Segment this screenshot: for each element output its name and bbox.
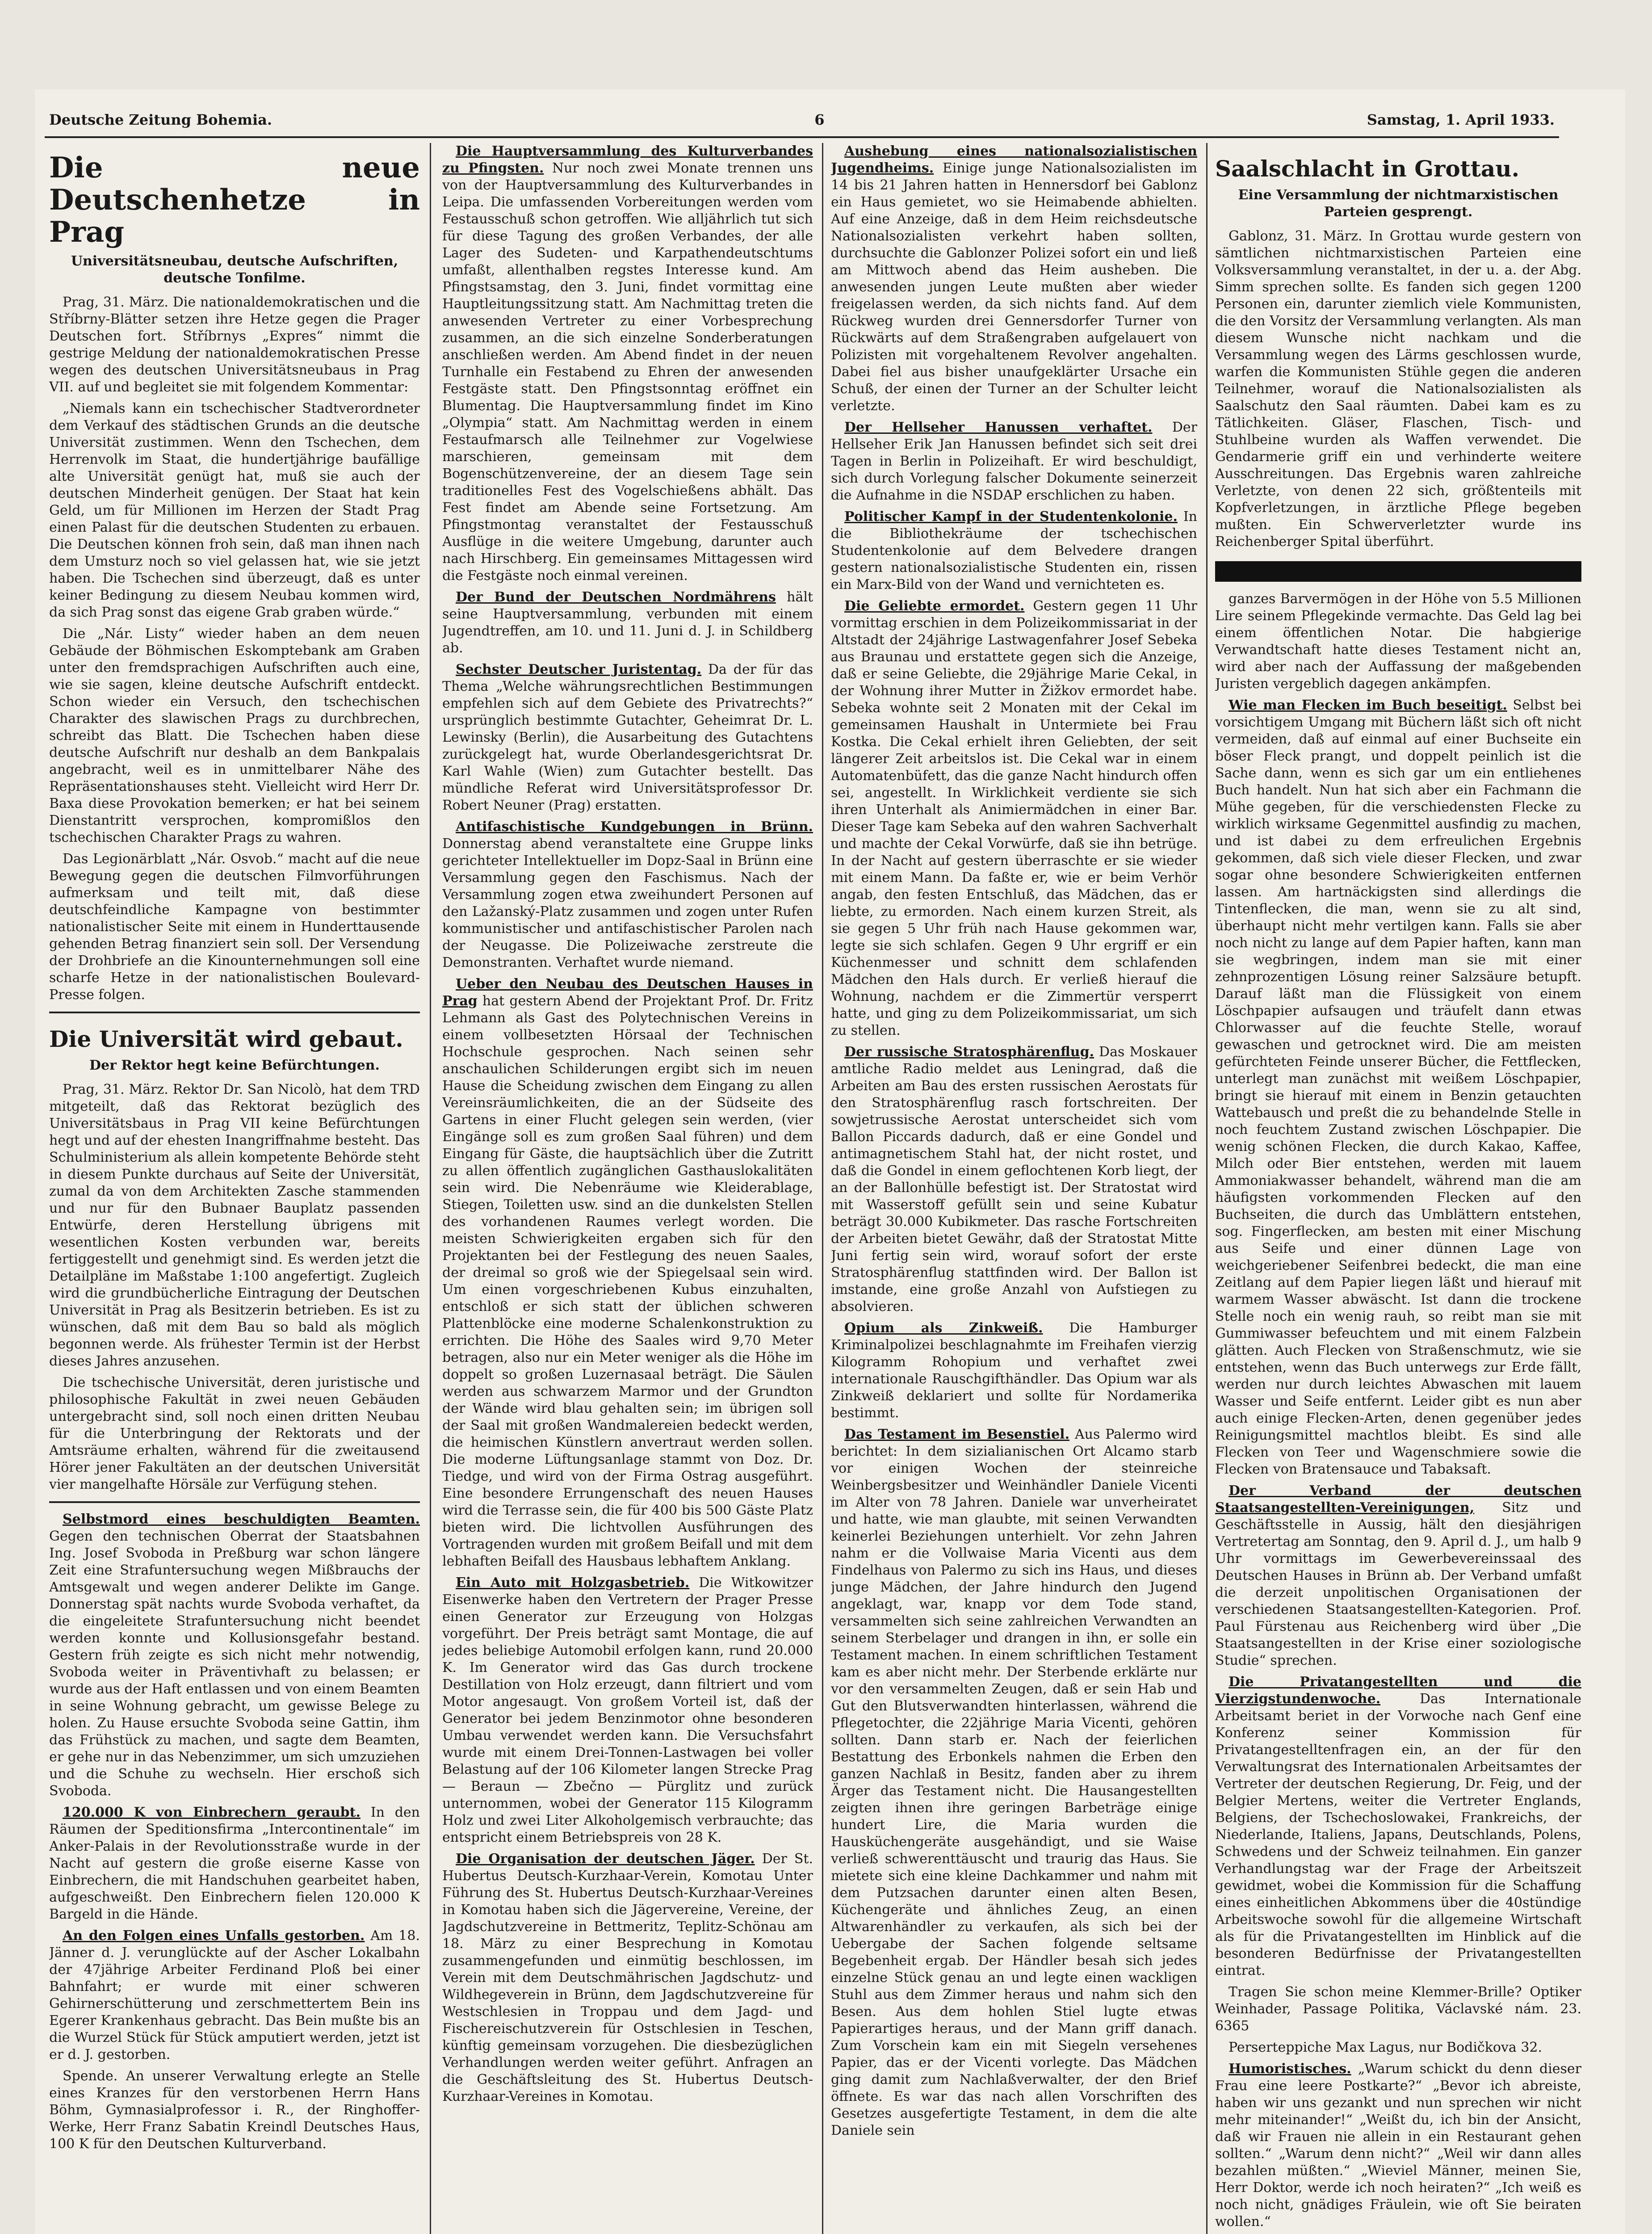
headline-grottau: Saalschlacht in Grottau.: [1215, 155, 1520, 182]
section-rule: [49, 1501, 420, 1503]
news-item-text: Donnerstag abend veranstaltete eine Gruppe links gerichteter Intellektueller im Dopz-Saal in Brünn eine Versammlung gegen den Faschismus. Nach der Versammlung zogen etwa zweihundert Personen auf den Lažanský-Platz zusammen und zogen unter Rufen kommunistischer und antifaschistischer Parolen nach der Neugasse. Die Polizeiwache zerstreute die Demonstranten. Verhaftet wurde niemand.: [442, 836, 813, 970]
article-paragraph: Das Legionärblatt „Nár. Osvob.“ macht auf die neue Bewegung gegen die deutschen Filmvorführungen aufmerksam und teilt mit, daß diese deutschfeindliche Kampagne von bestimmter nationalistischer Seite mit einem in Hunderttausende gehenden Betrag finanziert sein soll. Der Versendung der Drohbriefe an die Kinounternehmungen soll eine scharfe Hetze in der nationalistischen Boulevard-Presse folgen.: [49, 851, 420, 1003]
news-item-head: Selbstmord eines beschuldigten Beamten.: [63, 1512, 420, 1527]
news-item-head: Der Bund der Deutschen Nordmährens: [456, 589, 776, 605]
news-item-text: Die Hamburger Kriminalpolizei beschlagnahmte im Freihafen vierzig Kilogramm Rohopium und verhaftet zwei internationale Rauschgifthändler. Das Opium war als Zinkweiß deklariert und sollte für Nordamerika bestimmt.: [831, 1320, 1197, 1421]
page-number: 6: [814, 111, 825, 128]
paper-name: Deutsche Zeitung Bohemia.: [49, 111, 273, 128]
section-rule: [49, 1012, 420, 1013]
news-item: [831, 598, 1197, 1039]
news-item: [831, 419, 1197, 504]
column-4: [1215, 143, 1581, 2234]
news-item: [49, 1804, 420, 1923]
news-item: [1215, 1482, 1581, 1669]
news-item-head: Die Organisation der deutschen Jäger.: [456, 1851, 755, 1867]
headline-university: Die Universität wird gebaut.: [49, 1026, 403, 1052]
article-paragraph: Prag, 31. März. Rektor Dr. San Nicolò, hat dem TRD mitgeteilt, daß das Rektorat bezüglich des Universitätsbaus in Prag VII keine Befürchtungen hegt und auf der ehesten Inangriffnahme besteht. Das Schulministerium als allein kompetente Behörde steht in diesem Punkte durchaus auf Seite der Universität, zumal da von dem Architekten Zasche stammenden und nur für den Bubnaer Bauplatz passenden Entwürfe, deren Herstellung übrigens mit wesentlichen Kosten verbunden war, bereits fertiggestellt und genehmigt sind. Es werden jetzt die Detailpläne im Maßstabe 1:100 angefertigt. Zugleich wird die grundbücherliche Eintragung der Deutschen Universität in Prag als Besitzerin betrieben. Es ist zu wünschen, daß mit dem Bau so bald als möglich begonnen werde. Als frühester Termin ist der Herbst dieses Jahres anzusehen.: [49, 1082, 420, 1369]
news-item: [442, 143, 813, 584]
news-item: [1215, 697, 1581, 1478]
news-item-text: Am 18. Jänner d. J. verunglückte auf der Ascher Lokalbahn der 47jährige Arbeiter Ferdinand Ploß bei einer Bahnfahrt; er wurde mit einer schweren Gehirnerschütterung und zerschmettertem Bein ins Egerer Krankenhaus gebracht. Das Bein mußte bis an die Wurzel Stück für Stück amputiert werden, jetzt ist er d. J. gestorben.: [49, 1928, 420, 2062]
news-item: [831, 1426, 1197, 2139]
news-item-head: Die Geliebte ermordet.: [844, 598, 1025, 614]
news-item: [831, 508, 1197, 593]
news-item-text: Gegen den technischen Oberrat der Staatsbahnen Ing. Josef Svoboda in Preßburg war schon längere Zeit eine Strafuntersuchung wegen Mißbrauchs der Amtsgewalt und wegen anderer Delikte im Gange. Donnerstag spät nachts wurde Svoboda verhaftet, da die eingeleitete Strafuntersuchung nicht beendet werden konnte und Kollusionsgefahr bestand. Gestern früh zeigte es sich nicht mehr notwendig, Svoboda weiter in Präventivhaft zu belassen; er wurde aus der Haft entlassen und von einem Beamten in seine Wohnung gebracht, um gewisse Belege zu holen. Zu Hause ersuchte Svoboda seine Gattin, ihm das Frühstück zu machen, und sagte dem Beamten, er gehe nur in das Nebenzimmer, um sich umzuziehen und die Schuhe zu wechseln. Hier erschoß sich Svoboda.: [49, 1529, 420, 1799]
news-item: [442, 589, 813, 657]
news-item: [1215, 2061, 1581, 2230]
running-head: [49, 106, 1555, 133]
news-item-head: Antifaschistische Kundgebungen in Brünn.: [456, 819, 813, 835]
classified-ad: Tragen Sie schon meine Klemmer-Brille? Optiker Weinhader, Passage Politika, Václavské nám. 23. 6365: [1215, 1984, 1581, 2034]
article-continuation: ganzes Barvermögen in der Höhe von 5.5 Millionen Lire seinem Pflegekinde vermachte. Das Geld lag bei einem öffentlichen Notar. Die habgierige Verwandtschaft hatte dieses Testament nicht an, wird aber nach der Auffassung der maßgebenden Juristen vergeblich dagegen ankämpfen.: [1215, 591, 1581, 692]
news-item-head: 120.000 K von Einbrechern geraubt.: [63, 1805, 361, 1820]
news-item-text: hat gestern Abend der Projektant Prof. Dr. Fritz Lehmann als Gast des Polytechnischen Vereins in einem vollbesetzten Hörsaal der Technischen Hochschule gesprochen. Nach seinen sehr anschaulichen Schilderungen ergibt sich im neuen Hause die Scheidung zwischen dem Eingang zu allen Vereinsräumlichkeiten, die an der Südseite des Gartens in einer Flucht gelegen sein werden, (vier Eingänge soll es zum großen Saal führen) und dem Eingang für Gäste, die hauptsächlich über die Zutritt zu allen öffentlich zugänglichen Gasthauslokalitäten sein wird. Die Nebenräume wie Kleiderablage, Stiegen, Toiletten usw. sind an die dunkelsten Stellen des vorhandenen Raumes verlegt worden. Die meisten Schwierigkeiten ergaben sich für den Projektanten bei der Festlegung des neuen Saales, der dreimal so groß wie der Spiegelsaal sein wird. Um einen vorgeschriebenen Kubus einzuhalten, entschloß er sich statt der üblichen schweren Plattenblöcke eine moderne Schalenkonstruktion zu errichten. Die Höhe des Saales wird 9,70 Meter betragen, also nur ein Meter weniger als die Höhe im doppelt so großen Luzernasaal beträgt. Die Säulen werden aus schwarzem Marmor und der Grundton der Wände wird blau gehalten sein; im übrigen soll der Saal mit großen Wandmalereien bedeckt werden, die heimischen Künstlern anvertraut werden sollen. Die moderne Lüftungsanlage stammt von Doz. Dr. Tiedge, und wird von der Firma Ostrag ausgeführt. Eine besondere Errungenschaft des neuen Hauses wird die Terrasse sein, die für 400 bis 500 Gäste Platz bieten wird. Die lichtvollen Ausführungen des Vortragenden wurden mit großem Beifall und mit dem lebhaften Beifall des Hausbaus lebhaftem Anklang.: [442, 993, 813, 1569]
news-item-text: Das Internationale Arbeitsamt beriet in der Vorwoche nach Genf eine Konferenz seiner Kommission für Privatangestelltenfragen ein, an der für den Verwaltungsrat des Internationalen Arbeitsamtes der Vertreter der deutschen Regierung, Dr. Feig, und der Belgier Mertens, weiter die Vertreter Englands, Belgiens, der Tschechoslowakei, Frankreichs, der Niederlande, Italiens, Japans, Deutschlands, Polens, Schwedens und der Schweiz teilnahmen. Ein ganzer Verhandlungstag war der Frage der Arbeitszeit gewidmet, wobei die Kommission für die Schaffung eines einheitlichen Abkommens über die 40stündige Arbeitswoche sowohl für die allgemeine Wirtschaft als für die Privatangestellten im Hinblick auf die besonderen Bedürfnisse der Privatangestellten eintrat.: [1215, 1691, 1581, 1978]
news-item-text: Die Witkowitzer Eisenwerke haben den Vertretern der Prager Presse einen Generator zur Erzeugung von Holzgas vorgeführt. Der Preis beträgt samt Montage, die auf jedes beliebige Automobil erfolgen kann, rund 20.000 K. Im Generator wird das Gas durch trockene Destillation von Holz erzeugt, dann filtriert und vom Motor angesaugt. Von großem Vorteil ist, daß der Generator bei jedem Benzinmotor ohne besonderen Umbau verwendet werden kann. Die Versuchsfahrt wurde mit einem Drei-Tonnen-Lastwagen bei voller Belastung auf der 106 Kilometer langen Strecke Prag — Beraun — Zbečno — Pürglitz und zurück unternommen, wobei der Generator 115 Kilogramm Holz und zwei Liter Alkoholgemisch verbrauchte; das entspricht einem Betriebspreis von 28 K.: [442, 1575, 813, 1845]
column-2: [442, 143, 813, 2234]
column-3: [831, 143, 1197, 2234]
news-item: [831, 1320, 1197, 1422]
classified-ad: Perserteppiche Max Lagus, nur Bodičkova 32.: [1229, 2040, 1543, 2055]
headline-prague: Die neue Deutschenhetze in Prag: [49, 151, 420, 249]
article-paragraph: Prag, 31. März. Die nationaldemokratischen und die Stříbrny-Blätter setzen ihre Hetze gegen die Prager Deutschen fort. Stříbrnys „Expres“ nimmt die gestrige Meldung der nationaldemokratischen Presse wegen des deutschen Universitätsneubaus in Prag VII. auf und begleitet sie mit folgendem Kommentar:: [49, 294, 420, 395]
news-item-text: Der Hellseher Erik Jan Hanussen befindet sich seit drei Tagen in Berlin in Polizeihaft. Er wird beschuldigt, sich durch Vorlegung falscher Dokumente seinerzeit die Aufnahme in die NSDAP erschlichen zu haben.: [831, 420, 1197, 503]
news-item-head: Der russische Stratosphärenflug.: [844, 1044, 1094, 1060]
black-divider-bar: [1215, 561, 1581, 582]
news-item: [831, 143, 1197, 415]
news-item-head: Ueber den Neubau des Deutschen Hauses in Prag: [442, 976, 813, 1009]
news-item-text: In den Räumen der Speditionsfirma „Intercontinentale“ im Anker-Palais in der Revolutionsstraße wurde in der Nacht auf gestern die große eiserne Kasse von Einbrechern, die mit Handschuhen gearbeitet haben, aufgeschweißt. Den Einbrechern fielen 120.000 K Bargeld in die Hände.: [49, 1805, 420, 1922]
news-item: [442, 1575, 813, 1846]
news-item: [442, 1851, 813, 2105]
issue-date: Samstag, 1. April 1933.: [1367, 111, 1555, 128]
news-item-head: Das Testament im Besenstiel.: [844, 1427, 1070, 1442]
news-item: [49, 1511, 420, 1800]
article-paragraph: Die tschechische Universität, deren juristische und philosophische Fakultät in zwei neuen Gebäuden untergebracht sind, soll noch einen dritten Neubau für die Unterbringung der Rektorats und der Amtsräume erhalten, während für die zweitausend Hörer jener Fakultäten an der deutschen Universität vier mangelhafte Hörsäle zur Verfügung stehen.: [49, 1375, 420, 1492]
column-divider: [822, 143, 823, 2234]
news-item: [442, 976, 813, 1570]
news-item: [49, 1927, 420, 2063]
news-item-text: Nur noch zwei Monate trennen uns von der Hauptversammlung des Kulturverbandes in Leipa. Die umfassenden Vorbereitungen werden vom Festausschuß schon getroffen. Wie alljährlich tut sich für diese Tagung des großen Verbandes, der alle Lager des Sudeten- und Karpathendeutschtums umfaßt, allenthalben regstes Interesse kund. Am Pfingstsamstag, den 3. Juni, findet vormittag eine Hauptleitungssitzung statt. Am Nachmittag treten die anwesenden Vertreter zu einer Vorbesprechung zusammen, an die sich einzelne Sonderberatungen anschließen werden. Am Abend findet in der neuen Turnhalle ein Festabend zu Ehren der anwesenden Festgäste statt. Den Pfingstsonntag eröffnet ein Blumentag. Die Hauptversammlung findet im Kino „Olympia“ statt. Am Nachmittag werden in einem Festaufmarsch alle Teilnehmer zur Vogelwiese marschieren, gemeinsam mit dem Bogenschützenvereine, der an diesem Tage sein traditionelles Fest des Vogelschießens abhält. Das Fest findet am Abende seine Fortsetzung. Am Pfingstmontag veranstaltet der Festausschuß Ausflüge in die weitere Umgebung, darunter auch nach Hirschberg. Ein gemeinsames Mittagessen wird die Festgäste noch einmal vereinen.: [442, 160, 813, 584]
column-divider: [430, 143, 431, 2234]
news-item-head: Die Hauptversammlung des Kulturverbandes zu Pfingsten.: [442, 143, 813, 176]
column-divider: [1206, 143, 1208, 2234]
news-item: [831, 1044, 1197, 1315]
news-item-text: Aus Palermo wird berichtet: In dem sizialianischen Ort Alcamo starb vor einigen Wochen der steinreiche Weinbergsbesitzer und Weinhändler Daniele Vicenti im Alter von 78 Jahren. Daniele war unverheiratet und hatte, wie man glaubte, mit seinen Verwandten keinerlei Beziehungen unterhielt. Vor zehn Jahren nahm er die Vollwaise Maria Vicenti aus dem Findelhaus von Palermo zu sich ins Haus, und dieses junge Mädchen, der Jahre hindurch den Jugend angeklagt, war, knapp vor dem Tode stand, versammelten sich seine zahlreichen Verwandten an seinem Sterbelager und drangen in ihn, er solle ein Testament machen. In einem schriftlichen Testament kam es aber nicht mehr. Der Sterbende erklärte nur vor den versammelten Zeugen, daß er sein Hab und Gut den Blutsverwandten hinterlassen, während die Pflegetochter, die 22jährige Maria Vicenti, gehören sollten. Dann starb er. Nach der feierlichen Bestattung des Erbonkels nahmen die Erben den ganzen Nachlaß in Besitz, fanden aber zu ihrem Ärger das Testament nicht. Die Hausangestellten zeigten ihnen ihre geringen Barbeträge einige hundert Lire, die Maria wurden die Hausküchengeräte ausgehändigt, und sie Waise verließ schwerenttäuscht und traurig das Haus. Sie mietete sich eine kleine Dachkammer und nahm mit dem Putzsachen darunter einen alten Besen, Küchengeräte und ähnliches Zeug, an einen Altwarenhändler zu verkaufen, als sich bei der Uebergabe der Sachen folgende seltsame Begebenheit ergab. Der Händler besah sich jedes einzelne Stück genau an und legte einen wackligen Stuhl aus dem Zimmer heraus und nahm sich den Besen. Aus dem hohlen Stiel lugte etwas Papierartiges heraus, und der Mann griff danach. Zum Vorschein kam ein mit Siegeln versehenes Papier, das er der Vicenti vorlegte. Das Mädchen ging damit zum Nachlaßverwalter, der den Brief öffnete. Es war das nach allen Vorschriften des Gesetzes ausgefertigte Testament, in dem die alte Daniele sein: [831, 1427, 1197, 2138]
article-paragraph: „Niemals kann ein tschechischer Stadtverordneter dem Verkauf des städtischen Grunds an die deutsche Universität zustimmen. Wenn den Tschechen, dem Herrenvolk im Staat, die hundertjährige baufällige alte Universität genügt hat, muß sie auch der deutschen Minderheit genügen. Der Staat hat kein Geld, um für Millionen im Herzen der Stadt Prag einen Palast für die deutschen Studenten zu erbauen. Die Deutschen können froh sein, daß man ihnen nach dem Umsturz noch so viel gelassen hat, wie sie jetzt haben. Die Tschechen sind überzeugt, daß es unter keiner Bedingung zu diesem Neubau kommen wird, da sich Prag sonst das eigene Grab graben würde.“: [49, 401, 420, 620]
news-item: [1215, 1674, 1581, 1979]
news-item-head: Ein Auto mit Holzgasbetrieb.: [456, 1575, 690, 1591]
news-item-head: Humoristisches.: [1229, 2061, 1351, 2077]
news-item-head: Aushebung eines nationalsozialistischen Jugendheims.: [831, 143, 1197, 176]
news-item-text: Das Moskauer amtliche Radio meldet aus Leningrad, daß die Arbeiten am Bau des ersten russischen Aerostats für den Stratosphärenflug rasch fortschreiten. Der sowjetrussische Aerostat unterscheidet sich vom Ballon Piccards dadurch, daß er eine Gondel und antimagnetischem Stahl hat, der nicht rostet, und daß die Gondel in einem geflochtenen Korb liegt, der an der Ballonhülle befestigt ist. Der Stratostat wird mit Wasserstoff gefüllt sein und seine Kubatur beträgt 30.000 Kubikmeter. Das rasche Fortschreiten der Arbeiten bietet Gewähr, daß der Stratostat Mitte Juni fertig sein wird, worauf sofort der erste Stratosphärenflug stattfinden wird. Der Ballon ist imstande, eine große Anzahl von Aufstiegen zu absolvieren.: [831, 1044, 1197, 1314]
subheadline-grottau: Eine Versammlung der nichtmarxistischen Parteien gesprengt.: [1238, 187, 1559, 220]
news-item-text: Einige junge Nationalsozialisten im 14 bis 21 Jahren hatten in Hennersdorf bei Gablonz ein Haus gemietet, wo sie Heimabende abhielten. Auf eine Anzeige, daß in dem Heim reichsdeutsche Nationalsozialisten verkehrt haben sollten, durchsuchte die Gablonzer Polizei sofort ein und ließ am Mittwoch abend das Heim ausheben. Die anwesenden jungen Leute mußten aber wieder freigelassen werden, da sich nichts fand. Auf dem Rückweg wurden drei Gennersdorfer Turner von Rückwärts auf dem Straßengraben aufgelauert von Polizisten mit vorgehaltenem Revolver angehalten. Dabei fiel aus bisher unaufgeklärter Ursache ein Schuß, der einen der Turner an der Schulter leicht verletzte.: [831, 160, 1197, 414]
news-item: [442, 819, 813, 971]
news-item-head: An den Folgen eines Unfalls gestorben.: [63, 1928, 365, 1944]
news-item-head: Die Privatangestellten und die Vierzigstundenwoche.: [1215, 1674, 1581, 1707]
news-item-head: Sechster Deutscher Juristentag.: [456, 662, 702, 677]
subheadline-university: Der Rektor hegt keine Befürchtungen.: [89, 1058, 380, 1073]
news-item-text: Sitz und Geschäftsstelle in Aussig, hält den diesjährigen Vertretertag am Sonntag, den 9. April d. J., um halb 9 Uhr vormittags im Gewerbevereinssaal des Deutschen Hauses in Brünn ab. Der Verband umfaßt die derzeit unpolitischen Organisationen der verschiedenen Staatsangestellten-Kategorien. Prof. Paul Fürstenau aus Reichenberg wird über „Die Staatsangestellten in der Krise einer soziologische Studie“ sprechen.: [1215, 1500, 1581, 1668]
news-item-text: hält seine Hauptversammlung, verbunden mit einem Jugendtreffen, am 10. und 11. Juni d. J. in Schildberg ab.: [442, 589, 813, 656]
subheadline-prague: Universitätsneubau, deutsche Aufschriften, deutsche Tonfilme.: [71, 253, 398, 286]
news-item: [442, 661, 813, 814]
news-item-head: Politischer Kampf in der Studentenkolonie.: [844, 509, 1178, 525]
header-rule: [45, 136, 1559, 138]
donation-notice: Spende. An unserer Verwaltung erlegte an Stelle eines Kranzes für den verstorbenen Herrn Hans Böhm, Gymnasialprofessor i. R., der Ringhoffer-Werke, Herr Franz Sabatin Kreindl Deutsches Haus, 100 K für den Deutschen Kulturverband.: [49, 2068, 420, 2152]
news-item-text: Gestern gegen 11 Uhr vormittag erschien in dem Polizeikommissariat in der Altstadt der 24jährige Lastwagenfahrer Josef Sebeka aus Braunau und erstattete gegen sich die Anzeige, daß er seine Geliebte, die 29jährige Marie Cekal, in der Wohnung ihrer Mutter in Žižkov ermordet habe. Sebeka wohnte seit 2 Monaten mit der Cekal im gemeinsamen Haushalt in Untermiete bei Frau Kostka. Die Cekal erhielt ihren Geliebten, der seit längerer Zeit arbeitslos ist. Die Cekal war in einem Automatenbüfett, das die ganze Nacht hindurch offen sei, angestellt. In Wirklichkeit verdiente sie sich ihren Unterhalt als Animiermädchen in einer Bar. Dieser Tage kam Sebeka auf den wahren Sachverhalt und machte der Cekal Vorwürfe, daß sie ihn betrüge. In der Nacht auf gestern überraschte er sie wieder mit einem Mann. Da faßte er, wie er beim Verhör angab, den festen Entschluß, das Mädchen, das er liebte, zu ermorden. Nach einem kurzen Streit, als sie gegen 5 Uhr früh nach Hause gekommen war, legte sie sich schlafen. Gegen 9 Uhr ergriff er ein Küchenmesser und schnitt dem schlafenden Mädchen den Hals durch. Er verließ hierauf die Wohnung, nachdem er die Zimmertür versperrt hatte, und ging zu dem Polizeikommissariat, um sich zu stellen.: [831, 598, 1197, 1038]
news-item-head: Wie man Flecken im Buch beseitigt.: [1229, 697, 1507, 713]
news-item-text: In die Bibliothekräume der tschechischen Studentenkolonie auf dem Belvedere drangen gestern nationalsozialistische Studenten ein, rissen ein Marx-Bild von der Wand und vernichteten es.: [831, 509, 1197, 592]
news-item-head: Opium als Zinkweiß.: [844, 1320, 1043, 1336]
column-1: [49, 143, 420, 2234]
news-item-text: Da der für das Thema „Welche währungsrechtlichen Bestimmungen empfehlen sich auf dem Gebiete des Privatrechts?“ ursprünglich bestimmte Gutachter, Geheimrat Dr. L. Lewinsky (Berlin), die Ausarbeitung des Gutachtens zurückgelegt hat, wurde Oberlandesgerichtsrat Dr. Karl Wahle (Wien) zum Gutachter bestellt. Das mündliche Referat wird Universitätsprofessor Dr. Robert Neuner (Prag) erstatten.: [442, 662, 813, 813]
news-item-head: Der Hellseher Hanussen verhaftet.: [844, 420, 1153, 435]
news-item-head: Der Verband der deutschen Staatsangestellten-Vereinigungen,: [1215, 1483, 1581, 1516]
article-paragraph: Gablonz, 31. März. In Grottau wurde gestern von sämtlichen nichtmarxistischen Parteien eine Volksversammlung veranstaltet, in der u. a. der Abg. Simm sprechen sollte. Es fanden sich gegen 1200 Personen ein, darunter ziemlich viele Kommunisten, die den Vorsitz der Versammlung verlangten. Als man diesem Wunsche nicht nachkam und die Versammlung wegen des Lärms geschlossen wurde, warfen die Kommunisten Stühle gegen die anderen Teilnehmer, worauf die Nationalsozialisten als Saalschutz den Saal räumten. Dabei kam es zu Tätlichkeiten. Gläser, Flaschen, Tisch- und Stuhlbeine wurden als Waffen verwendet. Die Gendarmerie griff ein und verhinderte weitere Ausschreitungen. Das Ergebnis waren zahlreiche Verletzte, von denen 22 sich, größtenteils mit Kopfverletzungen, in ärztliche Pflege begeben mußten. Ein Schwerverletzter wurde ins Reichenberger Spital überführt.: [1215, 228, 1581, 550]
news-item-text: „Warum schickt du denn dieser Frau eine leere Postkarte?“ „Bevor ich abreiste, haben wir uns gezankt und nun sprechen wir nicht mehr miteinander!“ „Weißt du, ich bin der Ansicht, daß wir Frauen nie allein in ein Restaurant gehen sollten.“ „Warum denn nicht?“ „Weil wir dann alles bezahlen müßten.“ „Wieviel Männer, meinen Sie, Herr Doktor, werde ich noch heiraten?“ „Ich weiß es noch nicht, gnädiges Fräulein, wie oft Sie beiraten wollen.“: [1215, 2061, 1581, 2230]
news-item-text: Selbst bei vorsichtigem Umgang mit Büchern läßt sich oft nicht vermeiden, daß auf einmal auf einer Buchseite ein böser Fleck prangt, und doppelt peinlich ist die Sache dann, wenn es sich gar um ein entliehenes Buch handelt. Nun hat sich aber ein Fachmann die Mühe gegeben, für die verschiedensten Flecke zu wirklich wirksame Gegenmittel ausfindig zu machen, und ist dabei zu dem erfreulichen Ergebnis gekommen, daß sich viele dieser Flecken, und zwar sogar ohne besondere Schwierigkeiten entfernen lassen. Am hartnäckigsten sind allerdings die Tintenflecken, die man, wenn sie zu alt sind, überhaupt nicht mehr vertilgen kann. Falls sie aber noch nicht zu lange auf dem Papier haften, kann man sie wegbringen, indem man sie mit einer zehnprozentigen Lösung reiner Salzsäure betupft. Darauf läßt man die Flüssigkeit von einem Löschpapier aufsaugen und träufelt dann etwas Chlorwasser auf die feuchte Stelle, worauf gewaschen und getrocknet wird. Die am meisten gefürchteten Feinde unserer Bücher, die Fettflecken, unterlegt man zunächst mit weißem Löschpapier, bringt sie hierauf mit einem in Benzin getauchten Wattebausch und preßt die zu behandelnde Stelle in noch feuchtem Zustand zwischen Löschpapier. Die wenig schönen Flecken, die durch Kakao, Kaffee, Milch oder Bier entstehen, werden mit lauem Ammoniakwasser behandelt, während man die am häufigsten vorkommenden Flecken auf den Buchseiten, die durch das Umblättern entstehen, sog. Fingerflecken, am besten mit einer Mischung aus Seife und einer dünnen Lage von weichgeriebener Seifenbrei bedeckt, die man eine Zeitlang auf dem Papier liegen läßt und hierauf mit warmem Wasser abwäscht. Ist dann die trockene Stelle noch ein wenig rauh, so reibt man sie mit Gummiwasser befeuchtem und mit einem Falzbein glätten. Auch Flecken von Straßenschmutz, wie sie entstehen, wenn das Buch unterwegs zur Erde fällt, werden nur durch leichtes Abwaschen mit lauem Wasser und Seife entfernt. Leider gibt es nun aber auch einige Flecken-Arten, denen gegenüber jedes Reinigungsmittel machtlos bleibt. Es sind alle Flecken von Teer und Wagenschmiere sowie die Flecken von Bratensauce und Tabaksaft.: [1215, 697, 1581, 1477]
news-item-text: Der St. Hubertus Deutsch-Kurzhaar-Verein, Komotau Unter Führung des St. Hubertus Deutsch-Kurzhaar-Vereines in Komotau haben sich die Jägervereine, Vereine, der Jagdschutzvereine in Bettmeritz, Teplitz-Schönau am 18. März zu einer Besprechung in Komotau zusammengefunden und einmütig beschlossen, im Verein mit dem Deutschmährischen Jagdschutz- und Wildhegeverein in Brünn, dem Jagdschutzvereine für Westschlesien in Troppau und dem Jagd- und Fischereischutzverein für Ostschlesien in Teschen, künftig gemeinsam vorzugehen. Die diesbezüglichen Verhandlungen werden weiter geführt. Anfragen an die Geschäftsleitung des St. Hubertus Deutsch-Kurzhaar-Vereines in Komotau.: [442, 1851, 813, 2104]
article-paragraph: Die „Nár. Listy“ wieder haben an dem neuen Gebäude der Böhmischen Eskomptebank am Graben unter den fremdsprachigen Aufschriften auch eine, wie sie sagen, kleine deutsche Aufschrift entdeckt. Schon wieder ein Versuch, den tschechischen Charakter des slawischen Prags zu durchbrechen, schreibt das Blatt. Die Tschechen haben diese deutsche Aufschrift nur deshalb an dem Bankpalais angebracht, weil es in unmittelbarer Nähe des Repräsentationshauses steht. Vielleicht wird Herr Dr. Baxa diese Provokation bemerken; er hat bei seinem Dienstantritt versprochen, kompromißlos den tschechischen Charakter Prags zu wahren.: [49, 626, 420, 845]
